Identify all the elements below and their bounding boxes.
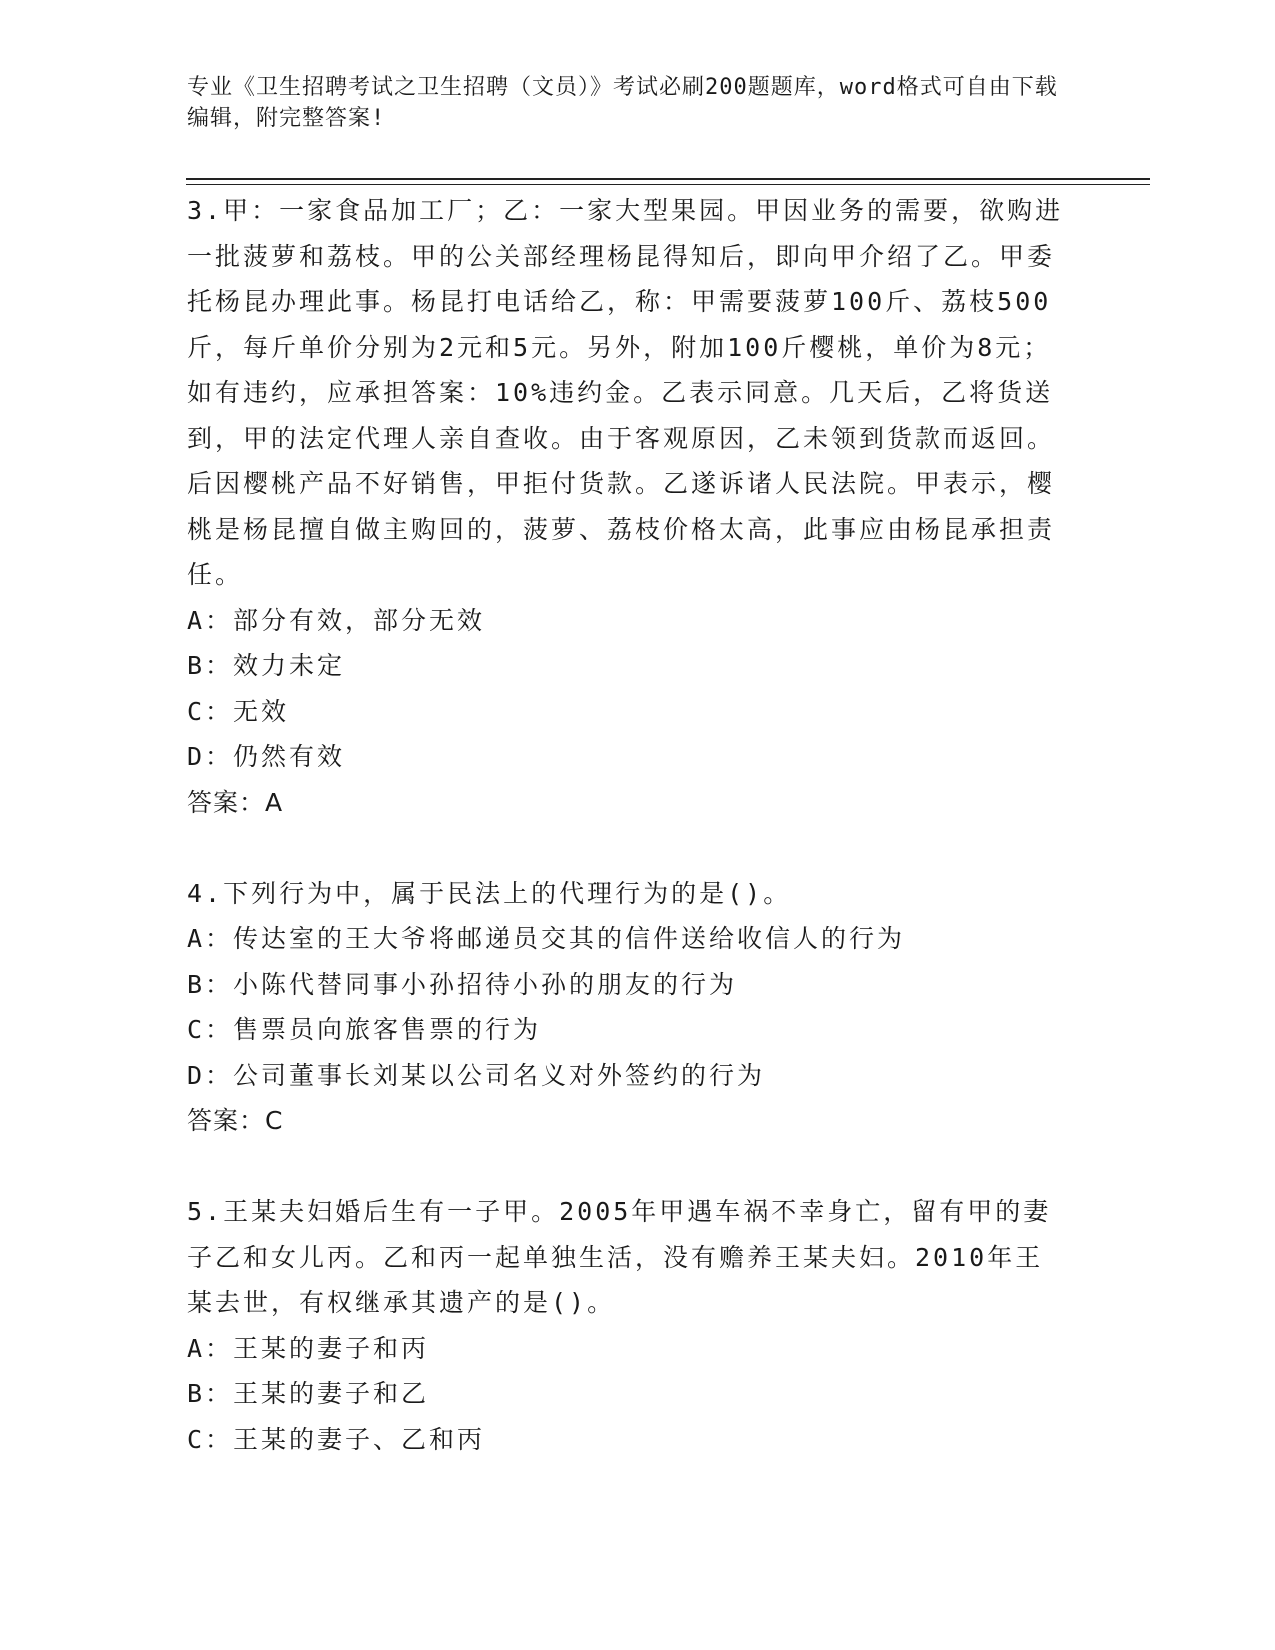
option-d: D：公司董事长刘某以公司名义对外签约的行为 — [187, 1060, 766, 1090]
option-c: C：无效 — [187, 696, 290, 726]
question-stem: 4.下列行为中，属于民法上的代理行为的是()。 — [187, 878, 792, 908]
question-stem: 3.甲：一家食品加工厂；乙：一家大型果园。甲因业务的需要，欲购进一批菠萝和荔枝。甲的公关部经理杨昆得知后，即向甲介绍了乙。甲委托杨昆办理此事。杨昆打电话给乙，称：甲需要菠萝100斤、荔枝500斤，每斤单价分别为2元和5元。另外，附加100斤樱桃，单价为8元；如有违约，应承担答案：10%违约金。乙表示同意。几天后，乙将货送到，甲的法定代理人亲自查收。由于客观原因，乙未领到货款而返回。后因樱桃产品不好销售，甲拒付货款。乙遂诉诸人民法院。甲表示，樱桃是杨昆擅自做主购回的，菠萝、荔枝价格太高，此事应由杨昆承担责任。 — [187, 196, 1064, 589]
document-header: 专业《卫生招聘考试之卫生招聘（文员）》考试必刷200题题库，word格式可自由下载编辑，附完整答案! — [187, 75, 1058, 131]
option-a: A：传达室的王大爷将邮递员交其的信件送给收信人的行为 — [187, 924, 906, 953]
answer: 答案：A — [187, 787, 284, 817]
question-list — [187, 188, 1067, 1462]
option-a: A：王某的妻子和丙 — [187, 1333, 430, 1363]
header-rule-thin — [186, 184, 1150, 185]
option-b: B：小陈代替同事小孙招待小孙的朋友的行为 — [187, 969, 738, 999]
question-4 — [187, 871, 1067, 1144]
answer: 答案：C — [187, 1106, 284, 1135]
question-3 — [187, 188, 1067, 825]
option-a: A：部分有效，部分无效 — [187, 605, 486, 635]
option-c: C：售票员向旅客售票的行为 — [187, 1015, 542, 1044]
question-5 — [187, 1189, 1067, 1462]
option-b: B：效力未定 — [187, 651, 346, 680]
option-b: B：王某的妻子和乙 — [187, 1379, 430, 1408]
option-d: D：仍然有效 — [187, 742, 346, 771]
question-stem: 5.王某夫妇婚后生有一子甲。2005年甲遇车祸不幸身亡，留有甲的妻子乙和女儿丙。乙和丙一起单独生活，没有赡养王某夫妇。2010年王某去世，有权继承其遗产的是()。 — [187, 1197, 1052, 1317]
option-c: C：王某的妻子、乙和丙 — [187, 1424, 486, 1454]
header-rule-thick — [186, 178, 1150, 180]
